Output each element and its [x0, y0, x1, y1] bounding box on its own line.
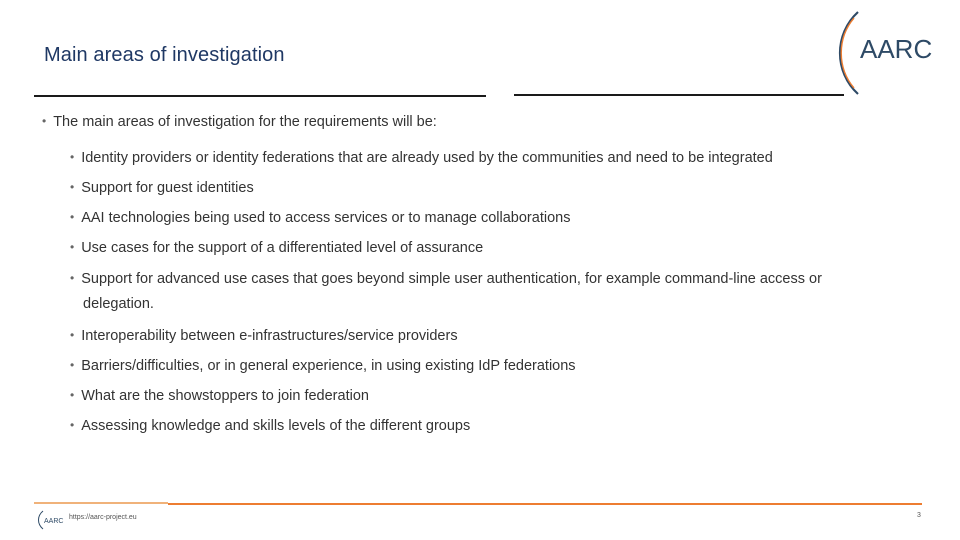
lead-text: The main areas of investigation for the requirements will be: [53, 114, 437, 130]
bullet-icon: • [70, 240, 75, 254]
footer-logo-text: AARC [44, 518, 64, 525]
bullet-icon: • [70, 271, 75, 285]
bullet-icon: • [42, 114, 47, 128]
slide-title: Main areas of investigation [44, 44, 285, 66]
list-item: • Identity providers or identity federations that are already used by the communities and need to be integrated [70, 150, 773, 166]
footer-url[interactable]: https://aarc-project.eu [69, 514, 137, 521]
title-rule-left [34, 95, 486, 97]
list-item: • Use cases for the support of a differentiated level of assurance [70, 240, 484, 256]
title-rule-right [514, 94, 844, 96]
bullet-icon: • [70, 328, 75, 342]
footer-rule-left [34, 502, 168, 504]
bullet-icon: • [70, 418, 75, 432]
list-item: • What are the showstoppers to join federation [70, 388, 369, 404]
bullet-icon: • [70, 210, 75, 224]
bullet-icon: • [70, 150, 75, 164]
list-item: • Assessing knowledge and skills levels of the different groups [70, 418, 471, 434]
page-number: 3 [917, 512, 921, 519]
bullet-icon: • [70, 358, 75, 372]
logo-text: AARC [860, 34, 933, 64]
lead-bullet [42, 114, 437, 130]
footer-rule [168, 503, 922, 505]
bullet-icon: • [70, 180, 75, 194]
list-item: • Support for guest identities [70, 180, 254, 196]
list-item: • Support for advanced use cases that goes beyond simple user authentication, for example command-line access or delegation. [70, 271, 822, 312]
aarc-logo [832, 8, 942, 98]
list-item: • Barriers/difficulties, or in general experience, in using existing IdP federations [70, 358, 576, 374]
list-item: • AAI technologies being used to access services or to manage collaborations [70, 210, 571, 226]
footer-logo [36, 510, 70, 530]
list-item: • Interoperability between e-infrastructures/service providers [70, 328, 458, 344]
bullet-icon: • [70, 388, 75, 402]
